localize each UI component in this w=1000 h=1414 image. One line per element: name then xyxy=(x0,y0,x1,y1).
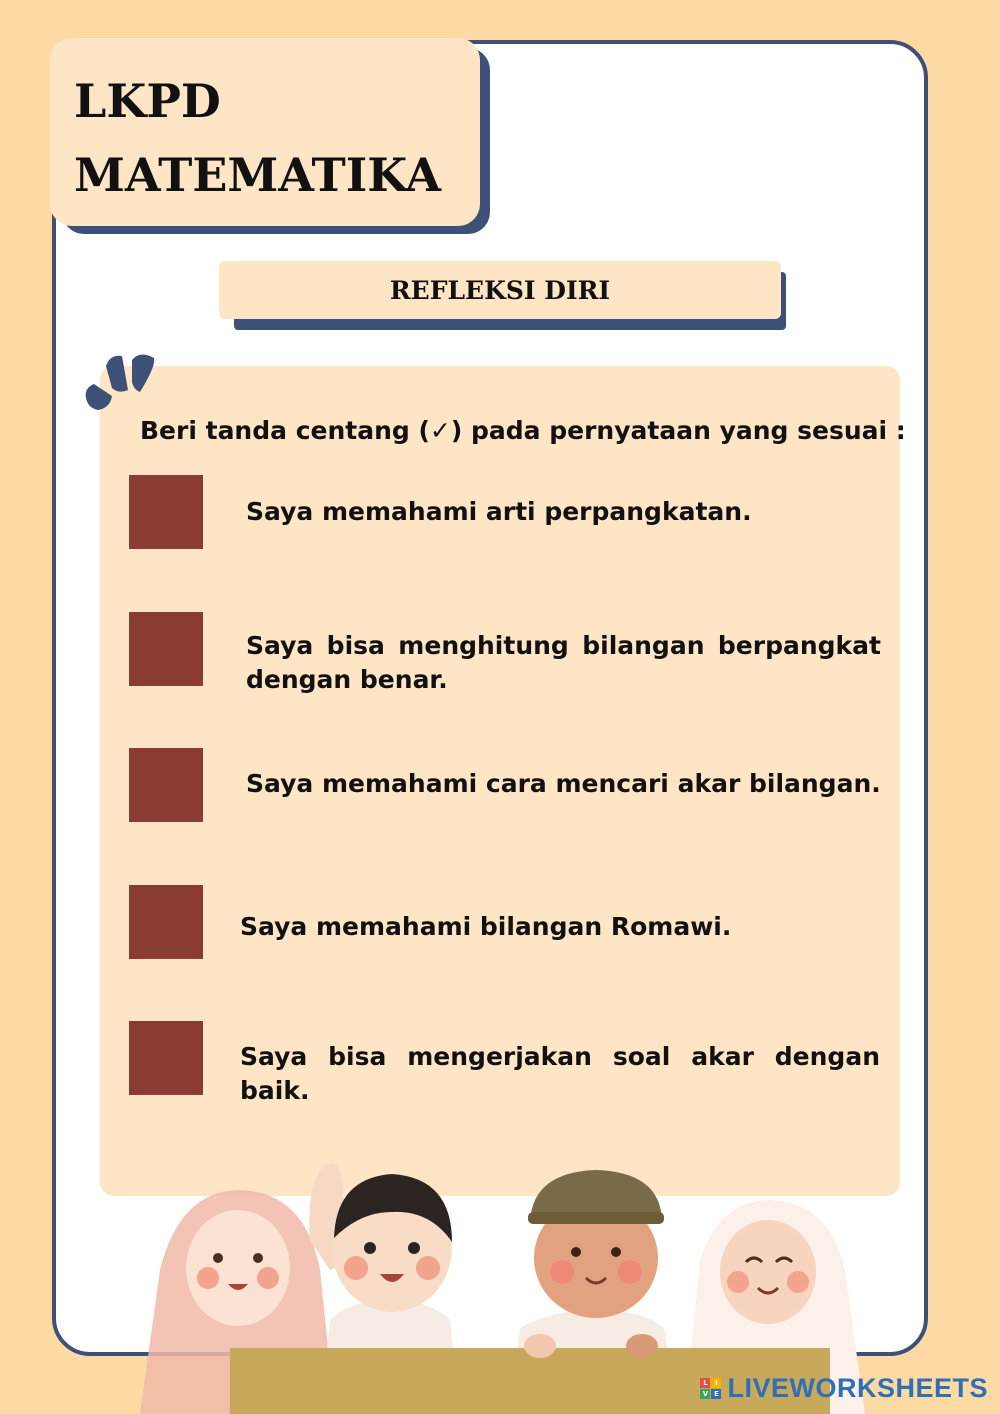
title-line-1: LKPD xyxy=(74,74,221,128)
subtitle-card xyxy=(219,261,781,319)
burst-decoration-icon xyxy=(82,348,164,414)
checkbox-5[interactable] xyxy=(129,1021,203,1095)
statement-text-4: Saya memahami bilangan Romawi. xyxy=(240,912,732,941)
liveworksheets-wordmark: LIVEWORKSHEETS xyxy=(727,1373,988,1403)
instruction-text: Beri tanda centang (✓) pada pernyataan yang sesuai : xyxy=(140,416,906,445)
statement-text-5: Saya bisa mengerjakan soal akar dengan baik. xyxy=(240,1042,880,1105)
checkbox-4[interactable] xyxy=(129,885,203,959)
statement-text-2: Saya bisa menghitung bilangan berpangkat dengan benar. xyxy=(246,631,881,694)
title-line-2: MATEMATIKA xyxy=(74,148,442,202)
liveworksheets-logo-icon: L I V E xyxy=(700,1378,721,1399)
statement-text-3: Saya memahami cara mencari akar bilangan. xyxy=(246,769,881,798)
checkbox-2[interactable] xyxy=(129,612,203,686)
title-card xyxy=(50,38,480,226)
checkbox-3[interactable] xyxy=(129,748,203,822)
checkbox-1[interactable] xyxy=(129,475,203,549)
statement-text-1: Saya memahami arti perpangkatan. xyxy=(246,497,752,526)
subtitle-text: REFLEKSI DIRI xyxy=(389,275,611,305)
liveworksheets-brand xyxy=(700,1373,988,1404)
